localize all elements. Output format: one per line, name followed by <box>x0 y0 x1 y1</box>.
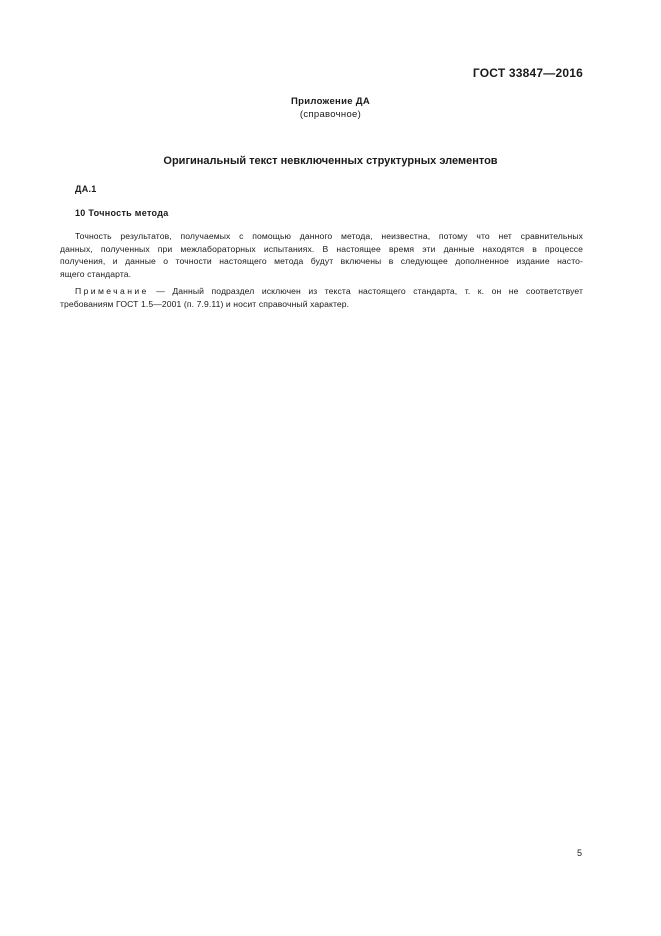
subsection-heading: 10 Точность метода <box>75 208 169 218</box>
paragraph-accuracy <box>60 230 583 280</box>
page-number: 5 <box>576 848 582 858</box>
note-line <box>60 285 583 298</box>
note-text: — Данный подраздел исключен из текста настоящего стандарта, т. к. он не соответствует <box>148 286 583 296</box>
note-block <box>60 285 583 310</box>
paragraph-line: Точность результатов, получаемых с помощью данного метода, неизвестна, потому что нет сравнительных <box>75 231 583 241</box>
annex-title: Приложение ДА <box>291 96 370 107</box>
annex-subtitle: (справочное) <box>299 109 362 120</box>
annex-heading <box>0 95 661 121</box>
paragraph-line: данных, полученных при межлабораторных испытаниях. В настоящее время эти данные находятся в процессе <box>60 243 583 254</box>
note-line: требованиям ГОСТ 1.5—2001 (п. 7.9.11) и носит справочный характер. <box>60 298 350 309</box>
main-title: Оригинальный текст невключенных структурных элементов <box>163 155 498 167</box>
paragraph-line: получения, и данные о точности настоящего метода будут включены в следующее дополненное издание насто- <box>60 256 583 266</box>
note-label: Примечание <box>75 286 149 296</box>
standard-code: ГОСТ 33847—2016 <box>472 66 583 80</box>
paragraph-line: ящего стандарта. <box>60 268 132 279</box>
section-id: ДА.1 <box>75 184 97 194</box>
